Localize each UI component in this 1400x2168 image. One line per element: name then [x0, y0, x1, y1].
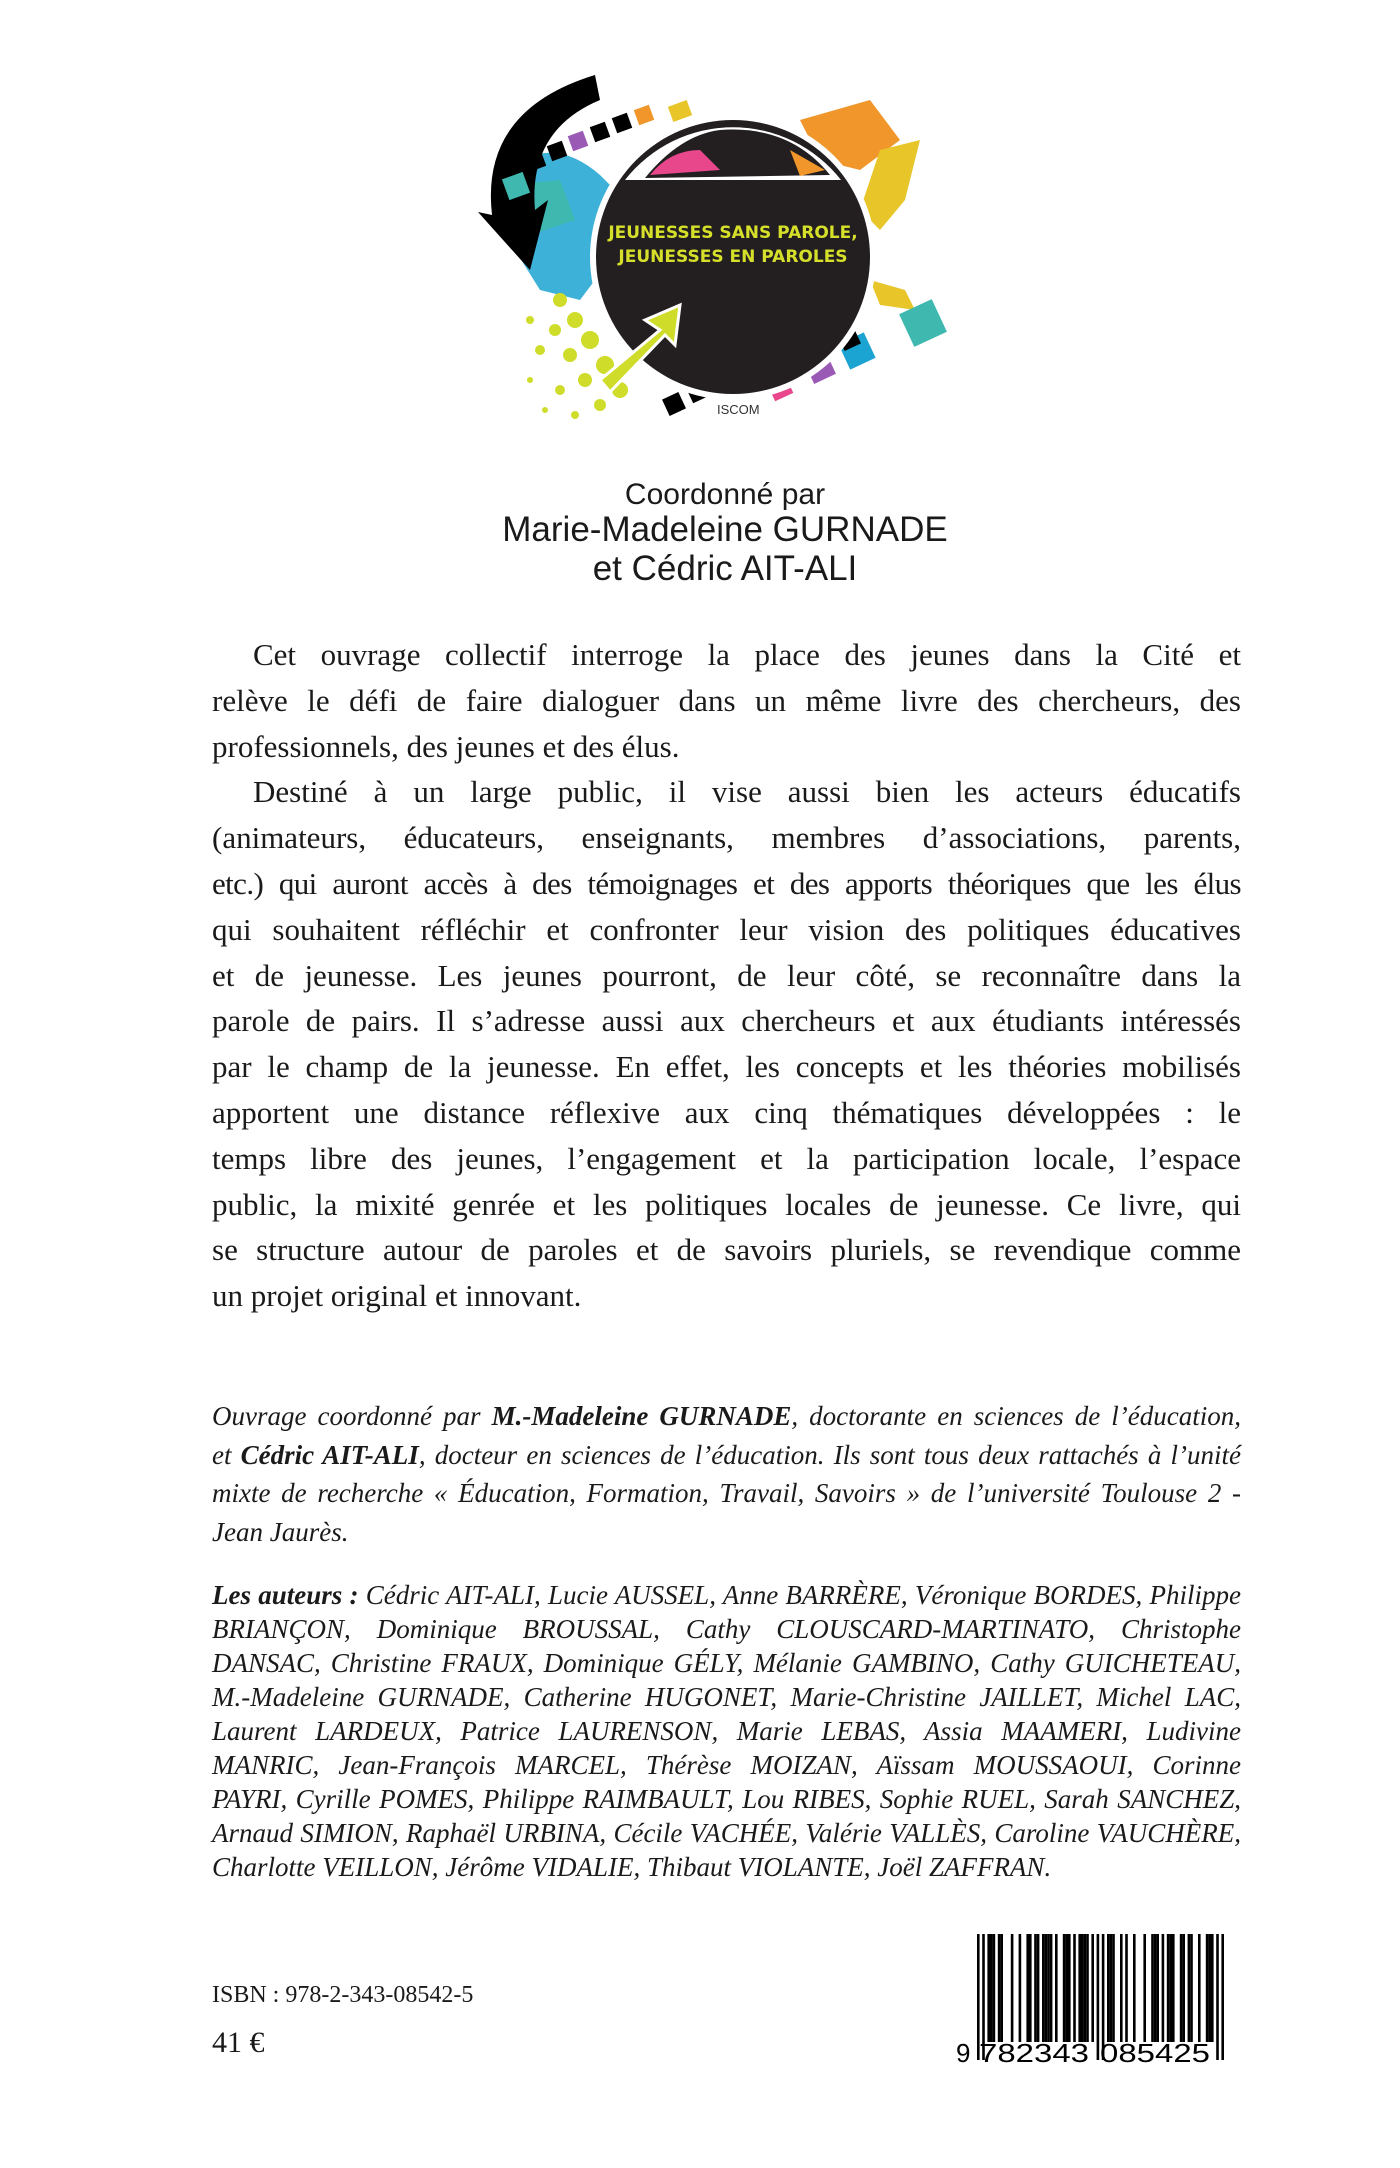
coordinated-by-label: Coordonné par	[624, 478, 826, 511]
barcode	[950, 1930, 1230, 2070]
bio-line: Jean Jaurès.	[212, 1516, 349, 1547]
bio-text: , doctorante en sciences de l’éducation,	[791, 1401, 1241, 1431]
barcode-bar	[1182, 1934, 1185, 2042]
bio-text: et	[212, 1439, 241, 1470]
cover-logo	[450, 50, 970, 470]
barcode-bar	[1112, 1934, 1115, 2042]
barcode-bar	[1154, 1934, 1157, 2042]
blurb-line: apportent une distance réflexive aux cinq thématiques développées : le	[212, 1094, 1241, 1130]
barcode-bar	[993, 1934, 996, 2042]
authors-line: BRIANÇON, Dominique BROUSSAL, Cathy CLOUSCARD-MARTINATO, Christophe	[212, 1614, 1241, 1644]
barcode-digits-right: 085425	[1100, 2038, 1210, 2068]
blurb-line: et de jeunesse. Les jeunes pourront, de leur côté, se reconnaître dans la	[212, 957, 1241, 993]
authors-line: DANSAC, Christine FRAUX, Dominique GÉLY, Mélanie GAMBINO, Cathy GUICHETEAU,	[212, 1648, 1241, 1678]
barcode-bar	[1037, 1934, 1040, 2042]
barcode-bar	[1208, 1934, 1211, 2042]
logo-title-line-2: JEUNESSES EN PAROLES	[618, 247, 848, 267]
logo-title-line-1: JEUNESSES SANS PAROLE,	[608, 223, 858, 243]
authors-text: Cédric AIT-ALI, Lucie AUSSEL, Anne BARRÈRE, Véronique BORDES, Philippe	[358, 1580, 1242, 1610]
barcode-bar	[1162, 1934, 1165, 2042]
barcode-bar	[1120, 1934, 1123, 2042]
barcode-bar	[1151, 1934, 1154, 2042]
barcode-bar	[1047, 1934, 1050, 2042]
barcode-bar	[1055, 1934, 1058, 2042]
barcode-bar	[1026, 1934, 1029, 2042]
barcode-digit-first: 9	[956, 2038, 971, 2068]
authors-line	[212, 1578, 1241, 1612]
blurb-line: public, la mixité genrée et les politiques locales de jeunesse. Ce livre, qui	[212, 1186, 1241, 1222]
barcode-bar	[1133, 1934, 1136, 2042]
bio-text: , docteur en sciences de l’éducation. Ils sont tous deux rattachés à l’unité	[418, 1439, 1241, 1470]
barcode-bar	[1019, 1934, 1022, 2042]
bio-line	[212, 1436, 1241, 1475]
barcode-bar	[1034, 1934, 1037, 2042]
coordinator-name-2: et Cédric AIT-ALI	[592, 549, 858, 588]
publisher-mark: ISCOM	[717, 402, 760, 417]
barcode-bar	[1172, 1934, 1175, 2042]
barcode-bar	[1000, 1934, 1003, 2042]
barcode-bar	[1206, 1934, 1209, 2042]
barcode-bar	[1045, 1934, 1048, 2042]
back-cover-blurb	[212, 632, 1241, 1319]
barcode-bar	[1068, 1934, 1071, 2042]
barcode-bar	[1042, 1934, 1045, 2042]
barcode-bar	[1180, 1934, 1183, 2042]
authors-line: Arnaud SIMION, Raphaël URBINA, Cécile VACHÉE, Valérie VALLÈS, Caroline VAUCHÈRE,	[212, 1818, 1241, 1848]
blurb-line: etc.) qui auront accès à des témoignages et des apports théoriques que les élus	[212, 865, 1241, 901]
bio-name: Cédric AIT-ALI	[240, 1439, 419, 1470]
price: 41 €	[212, 2026, 265, 2059]
barcode-bar	[1078, 1934, 1081, 2042]
barcode-bar	[1188, 1934, 1191, 2042]
blurb-line: se structure autour de paroles et de savoirs pluriels, se revendique comme	[212, 1232, 1241, 1268]
blurb-line: qui souhaitent réfléchir et confronter leur vision des politiques éducatives	[212, 911, 1241, 947]
blurb-line: par le champ de la jeunesse. En effet, les concepts et les théories mobilisés	[212, 1049, 1241, 1085]
coordinators-bio	[212, 1397, 1241, 1551]
bio-line	[212, 1397, 1241, 1436]
blurb-line: temps libre des jeunes, l’engagement et la participation locale, l’espace	[212, 1140, 1241, 1176]
barcode-bar	[1190, 1934, 1193, 2042]
barcode-bar	[1081, 1934, 1084, 2042]
barcode-bar	[1169, 1934, 1172, 2042]
barcode-bar	[1110, 1934, 1113, 2042]
barcode-bar	[1156, 1934, 1159, 2042]
barcode-bar	[1011, 1934, 1014, 2042]
barcode-bar	[1221, 1934, 1224, 2060]
blurb-line: relève le défi de faire dialoguer dans un même livre des chercheurs, des	[212, 682, 1241, 718]
authors-line: MANRIC, Jean-François MARCEL, Thérèse MOIZAN, Aïssam MOUSSAOUI, Corinne	[212, 1750, 1241, 1780]
bio-line: mixte de recherche « Éducation, Formation, Travail, Savoirs » de l’université Toulouse 2 -	[212, 1478, 1241, 1508]
barcode-bar	[1063, 1934, 1066, 2042]
barcode-bar	[1167, 1934, 1170, 2042]
blurb-line: un projet original et innovant.	[212, 1278, 582, 1314]
barcode-bar	[1143, 1934, 1146, 2042]
barcode-bar	[1198, 1934, 1201, 2042]
barcode-bar	[1084, 1934, 1087, 2042]
blurb-line: Destiné à un large public, il vise aussi bien les acteurs éducatifs	[253, 774, 1241, 810]
barcode-bar	[1091, 1934, 1094, 2042]
coordinator-names	[0, 510, 1400, 588]
blurb-line: Cet ouvrage collectif interroge la place des jeunes dans la Cité et	[253, 637, 1241, 672]
authors-line: Charlotte VEILLON, Jérôme VIDALIE, Thibaut VIOLANTE, Joël ZAFFRAN.	[212, 1852, 1052, 1882]
authors-line: Laurent LARDEUX, Patrice LAURENSON, Marie LEBAS, Assia MAAMERI, Ludivine	[212, 1716, 1241, 1746]
barcode-bar	[998, 1934, 1001, 2042]
barcode-bar	[1073, 1934, 1076, 2042]
bio-text: Ouvrage coordonné par	[212, 1401, 492, 1431]
blurb-line: parole de pairs. Il s’adresse aussi aux chercheurs et aux étudiants intéressés	[212, 1003, 1241, 1039]
authors-list	[212, 1578, 1241, 1884]
blurb-line: (animateurs, éducateurs, enseignants, membres d’associations, parents,	[212, 820, 1241, 856]
blurb-line: professionnels, des jeunes et des élus.	[212, 728, 680, 764]
barcode-bar	[1097, 1934, 1100, 2060]
authors-line: M.-Madeleine GURNADE, Catherine HUGONET, Marie-Christine JAILLET, Michel LAC,	[212, 1682, 1241, 1712]
barcode-bar	[990, 1934, 993, 2042]
isbn: ISBN : 978-2-343-08542-5	[212, 1982, 474, 2008]
barcode-bar	[1029, 1934, 1032, 2042]
authors-line: PAYRI, Cyrille POMES, Philippe RAIMBAULT, Lou RIBES, Sophie RUEL, Sarah SANCHEZ,	[212, 1784, 1241, 1814]
barcode-digits-left: 782343	[979, 2038, 1089, 2068]
barcode-bar	[1086, 1934, 1089, 2042]
barcode-bar	[1107, 1934, 1110, 2042]
barcode-bar	[1050, 1934, 1053, 2042]
bio-name: M.-Madeleine GURNADE	[491, 1401, 792, 1431]
coordinator-name-1: Marie-Madeleine GURNADE	[502, 510, 948, 549]
authors-label: Les auteurs :	[212, 1580, 359, 1610]
barcode-bar	[1211, 1934, 1214, 2042]
barcode-bar	[1065, 1934, 1068, 2042]
barcode-bar	[1216, 1934, 1219, 2060]
barcode-bar	[987, 1934, 990, 2042]
barcode-bar	[1125, 1934, 1128, 2042]
